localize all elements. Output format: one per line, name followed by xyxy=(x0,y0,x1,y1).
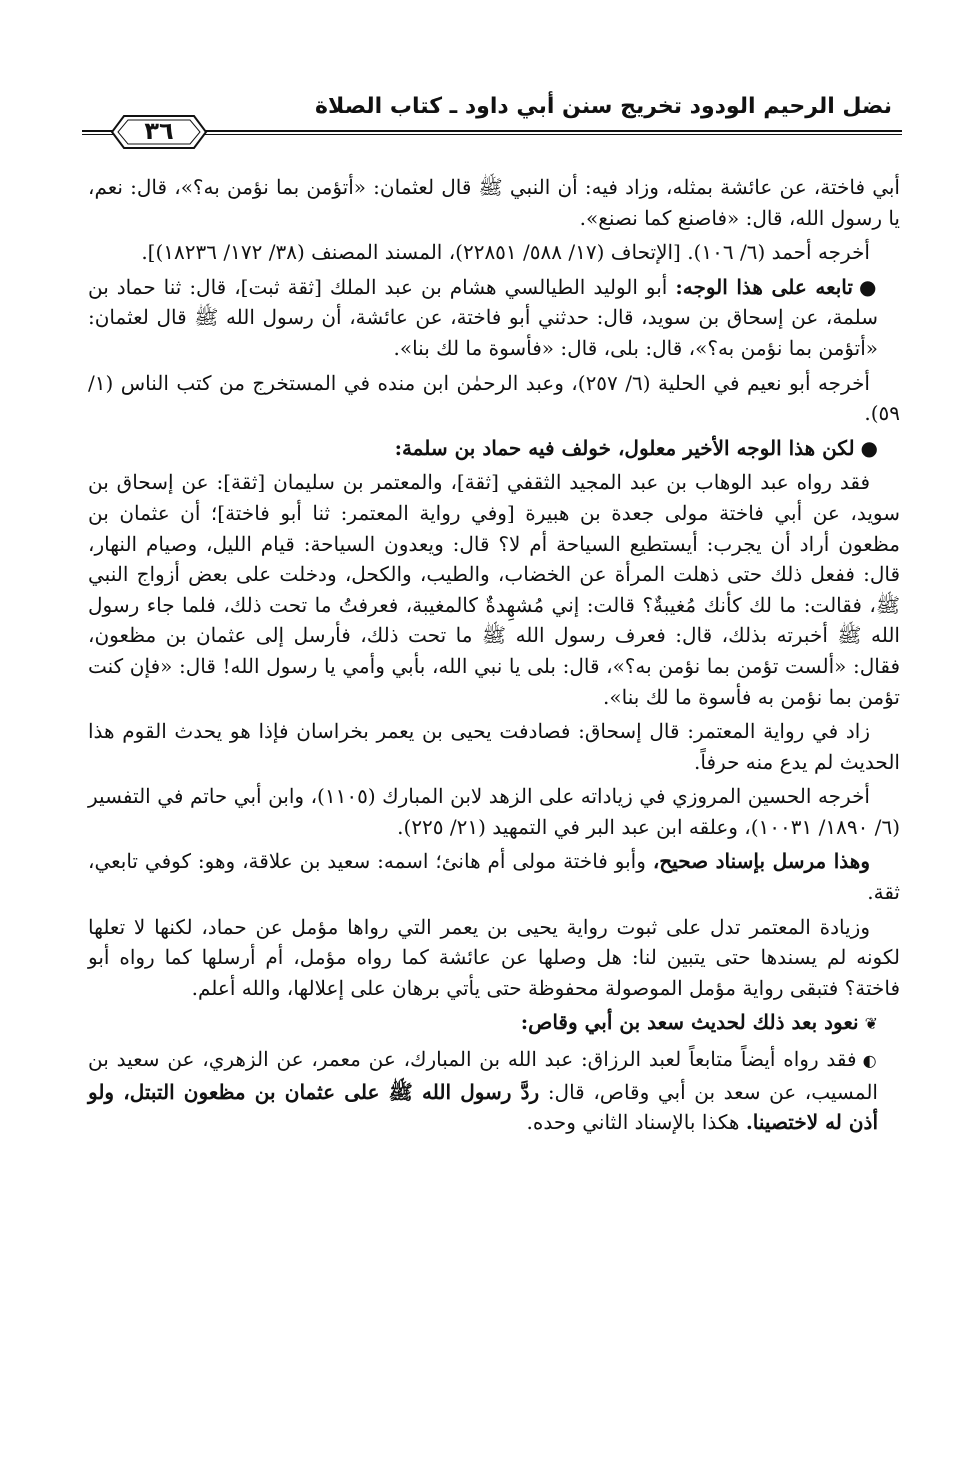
section-heading-row xyxy=(88,1007,900,1040)
paragraph-lead: وهذا مرسل بإسناد صحيح، xyxy=(652,849,871,874)
paragraph-lead: تابعه على هذا الوجه: xyxy=(675,274,853,299)
paragraph xyxy=(88,781,900,842)
paragraph-text: فقد رواه أيضاً متابعاً لعبد الرزاق: عبد الله بن المبارك، عن معمر، عن الزهري، عن سعيد بن المسيب، عن سعد بن أبي وقاص، قال: xyxy=(88,1047,878,1104)
section-heading: نعود بعد ذلك لحديث سعد بن أبي وقاص: xyxy=(520,1010,859,1035)
paragraph-text: وزيادة المعتمر تدل على ثبوت رواية يحيى بن يعمر التي رواها مؤمل عن حماد، لكنها لا تعلها لكونه لم يسندها حتى يتبين لنا: هل وصلها عن عائشة كما رواه مؤمل، أم أرسلها كما رواه أبو فاختة؟ فتبقى رواية مؤمل الموصولة محفوظة حتى يأتي برهان على إعلالها، والله أعلم. xyxy=(88,914,900,1000)
paragraph-text: زاد في رواية المعتمر: قال إسحاق: فصادفت يحيى بن يعمر بخراسان فإذا هو يحدث القوم هذا الحديث لم يدع منه حرفاً. xyxy=(88,719,900,774)
paragraph xyxy=(88,912,900,1004)
paragraph xyxy=(88,846,900,907)
paragraph-tail: هكذا بالإسناد الثاني وحده. xyxy=(526,1110,740,1135)
bullet-heading xyxy=(88,433,900,464)
bullet-paragraph xyxy=(88,272,900,364)
page-number: ٣٦ xyxy=(144,117,174,145)
section-heading: لكن هذا الوجه الأخير معلول، خولف فيه حماد بن سلمة: xyxy=(394,435,855,460)
paragraph xyxy=(88,172,900,233)
quote-bold: ردَّ رسول الله ﷺ على عثمان بن مظعون التبتل، ولو أذن له لاختصينا. xyxy=(88,1079,878,1135)
paragraph xyxy=(88,368,900,429)
paragraph xyxy=(88,716,900,777)
bullet-paragraph xyxy=(88,1044,900,1138)
paragraph xyxy=(88,237,900,268)
paragraph-text: أخرجه الحسين المروزي في زياداته على الزهد لابن المبارك (١١٠٥)، وابن أبي حاتم في التفسير (٦/ ١٨٩٠/ ١٠٠٣١)، وعلقه ابن عبد البر في التمهيد (٢١/ ٢٢٥). xyxy=(88,784,900,839)
paragraph-text: فقد رواه عبد الوهاب بن عبد المجيد الثقفي [ثقة]، والمعتمر بن سليمان [ثقة]: عن إسحاق بن سويد، عن أبي فاختة مولى جعدة بن هبيرة [وفي رواية المعتمر: ثنا أبو فاختة]؛ أن عثمان بن مظعون أراد أن يجرب: أيستطيع السياحة أم لا؟ قال: ويعدون السياحة: قيام الليل، وصيام النهار، قال: ففعل ذلك حتى ذهلت المرأة عن الخضاب، والطيب، والكحل، ودخلت على بعض أزواج النبي ﷺ، فقالت: ما لك كأنك مُغيبةٌ؟ قالت: إني مُشهِدةٌ كالمغيبة، فعرفتُ ما تحت ذلك، فلما جاء رسول الله ﷺ أخبرته بذلك، قال: فعرف رسول الله ﷺ ما تحت ذلك، فأرسل إلى عثمان بن مظعون، فقال: «ألست تؤمن بما نؤمن به؟»، قال: بلى يا نبي الله، بأبي وأمي يا رسول الله! قال: «فإن كنت تؤمن بما نؤمن به فأسوة ما لك بنا». xyxy=(88,470,901,709)
paragraph-text: أبي فاختة، عن عائشة بمثله، وزاد فيه: أن النبي ﷺ قال لعثمان: «أتؤمن بما نؤمن به؟»، قال: نعم، يا رسول الله، قال: «فاصنع كما نصنع». xyxy=(88,175,900,230)
leaf-ornament-icon: ❦ xyxy=(864,1014,878,1034)
ring-bullet-icon: ◐ xyxy=(862,1051,878,1071)
page-body xyxy=(88,172,900,1142)
paragraph-text: أخرجه أبو نعيم في الحلية (٦/ ٢٥٧)، وعبد الرحمٰن ابن منده في المستخرج من كتب الناس (١/ ٥٩). xyxy=(88,370,900,426)
running-title: نضل الرحيم الودود تخريج سنن أبي داود ـ كتاب الصلاة xyxy=(315,94,892,119)
bullet-icon: ● xyxy=(858,274,879,299)
paragraph-text: أبو الوليد الطيالسي هشام بن عبد الملك [ثقة ثبت]، قال: ثنا حماد بن سلمة، عن إسحاق بن سويد، قال: حدثني أبو فاختة، عن عائشة، أن رسول الله ﷺ قال لعثمان: «أتؤمن بما نؤمن به؟»، قال: بلى، قال: «فأسوة ما لك بنا». xyxy=(88,274,878,360)
page-number-badge xyxy=(104,112,214,152)
paragraph-text: أخرجه أحمد (٦/ ١٠٦). [الإتحاف (١٧/ ٥٨٨/ ٢٢٨٥١)، المسند المصنف (٣٨/ ١٧٢/ ١٨٢٣٦)]. xyxy=(141,240,870,265)
paragraph-text: وأبو فاختة مولى أم هانئ؛ اسمه: سعيد بن علاقة، وهو: كوفي تابعي، ثقة. xyxy=(88,849,900,905)
paragraph xyxy=(88,467,900,712)
page-header xyxy=(82,92,902,162)
bullet-icon: ● xyxy=(860,435,878,460)
